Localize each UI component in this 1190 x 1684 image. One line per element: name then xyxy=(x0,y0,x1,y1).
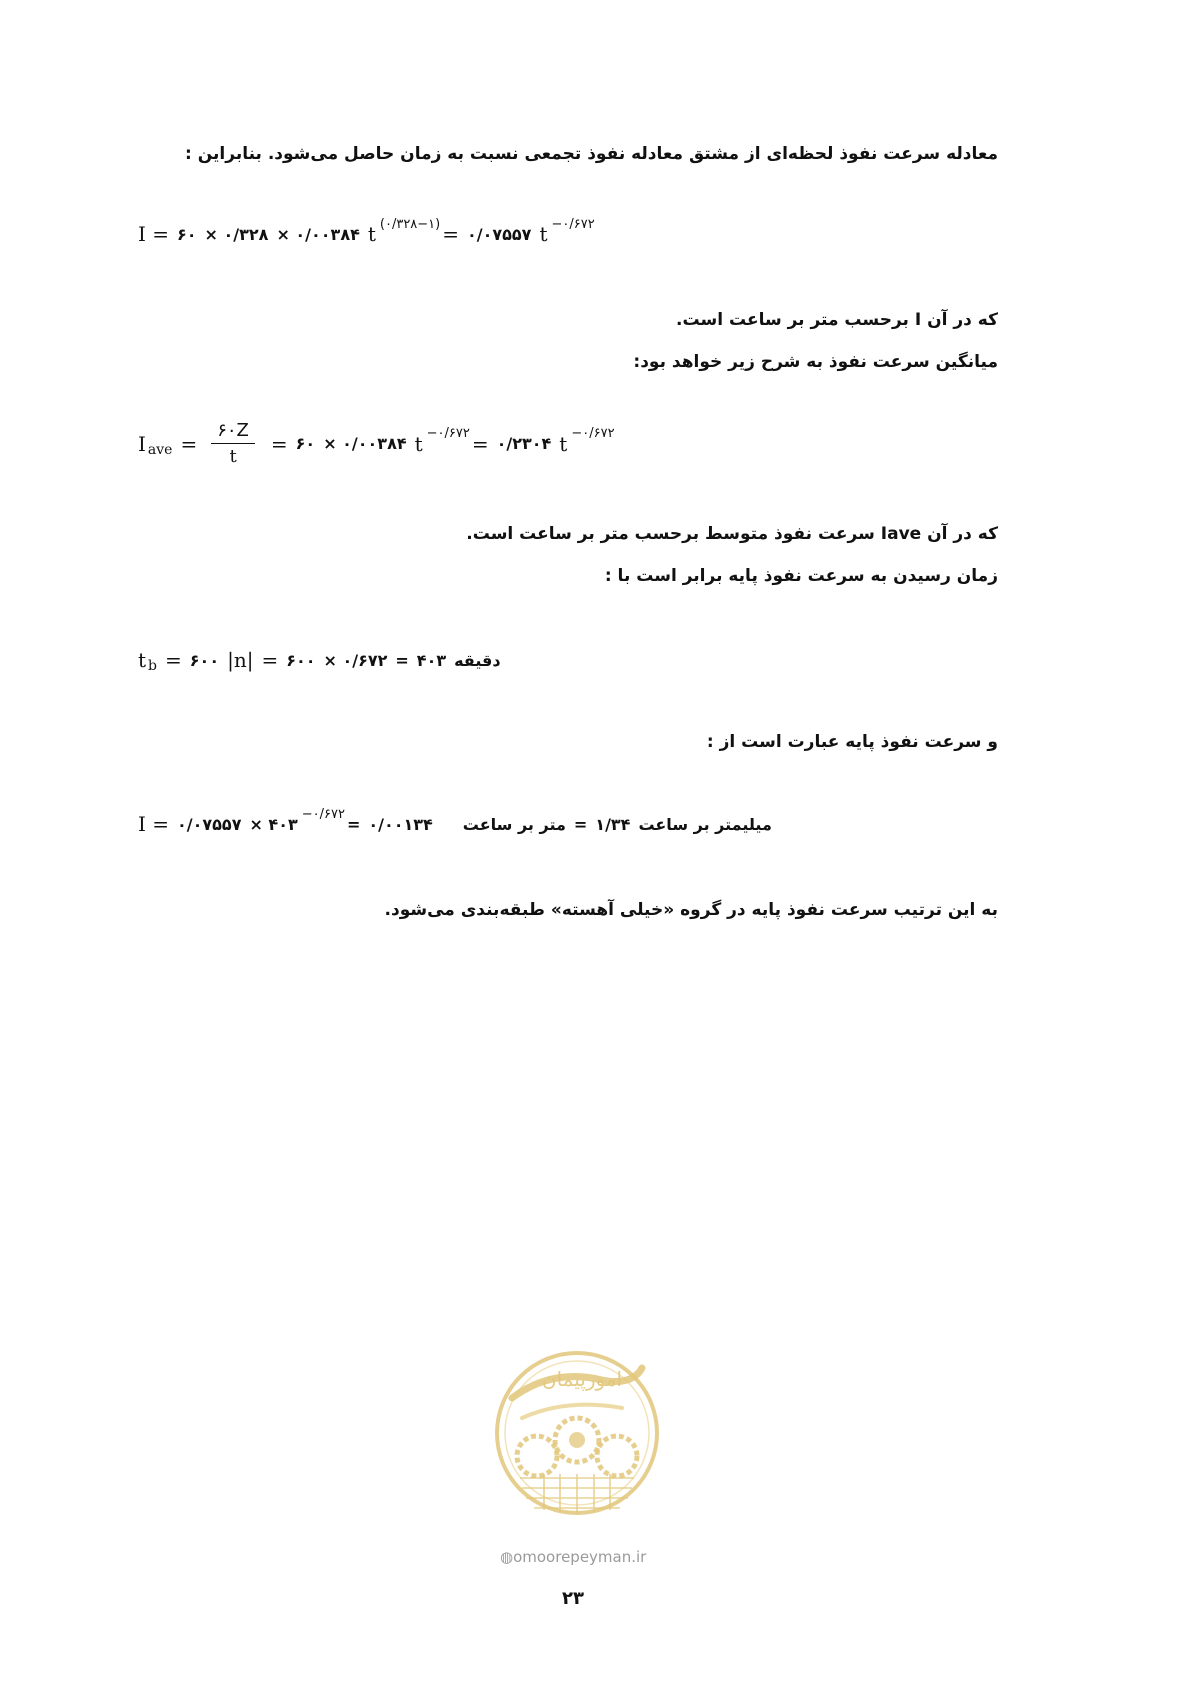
eq4-equals2: = xyxy=(573,814,588,834)
eq3-term1: ۶۰۰ xyxy=(189,650,220,670)
website-text: omoorepeyman.ir xyxy=(513,1548,647,1566)
eq2-denominator: t xyxy=(229,446,237,467)
eq4-term3: ۰/۰۰۱۳۴ xyxy=(368,814,433,834)
eq1-term6: t xyxy=(539,222,548,246)
eq3-lhs-subscript: b xyxy=(148,658,158,674)
eq3-equals1: = xyxy=(165,648,182,672)
globe-icon: ◍ xyxy=(500,1548,514,1566)
paragraph-base-rate-intro: و سرعت نفوذ پایه عبارت است از : xyxy=(706,732,998,752)
eq2-equals3: = xyxy=(471,431,489,456)
eq1-term5: ۰/۰۷۵۵۷ xyxy=(467,224,532,244)
paragraph-classification: به این ترتیب سرعت نفوذ پایه در گروه «خیلی آهسته» طبقه‌بندی می‌شود. xyxy=(384,900,998,920)
eq4-unit1: متر بر ساعت xyxy=(462,814,566,834)
paragraph-unit-note: که در آن I برحسب متر بر ساعت است. xyxy=(676,310,998,330)
eq2-term1: ۶۰ xyxy=(295,434,316,453)
omoorepeyman-logo xyxy=(492,1328,662,1538)
eq4-unit2: میلیمتر بر ساعت xyxy=(638,814,772,834)
paragraph-average-unit-note: که در آن Iave سرعت نفوذ متوسط برحسب متر بر ساعت است. xyxy=(466,524,998,544)
eq4-term4: ۱/۳۴ xyxy=(595,814,631,834)
eq1-term3: × ۰/۰۰۳۸۴ xyxy=(276,224,360,244)
eq2-lhs: I xyxy=(138,431,146,456)
eq1-lhs: I = xyxy=(138,222,170,246)
eq4-equals1: = xyxy=(346,814,361,834)
logo-lettering: امورپیمان xyxy=(541,1367,623,1391)
eq3-equals2: = xyxy=(261,648,279,672)
eq3-equals3: = xyxy=(395,650,409,670)
page-number: ۲۳ xyxy=(562,1588,584,1609)
eq2-exponent1: −۰/۶۷۲ xyxy=(426,426,470,441)
eq3-term2: ۶۰۰ xyxy=(286,650,316,670)
paragraph-average-rate-intro: میانگین سرعت نفوذ به شرح زیر خواهد بود: xyxy=(633,352,998,372)
paragraph-time-to-base-intro: زمان رسیدن به سرعت نفوذ پایه برابر است با : xyxy=(604,566,998,586)
eq1-equals: = xyxy=(442,222,459,246)
eq1-term1: ۶۰ xyxy=(177,224,197,244)
eq2-equals1: = xyxy=(180,431,198,456)
eq2-fraction xyxy=(211,420,263,467)
eq2-lhs-subscript: ave xyxy=(147,441,173,458)
eq4-term1: ۰/۰۷۵۵۷ xyxy=(177,814,242,834)
eq2-exponent2: −۰/۶۷۲ xyxy=(571,426,615,441)
equation-average-infiltration-rate xyxy=(138,420,617,467)
eq1-term4: t xyxy=(367,222,376,246)
equation-base-infiltration-rate xyxy=(138,806,780,836)
paragraph-instant-rate-intro: معادله سرعت نفوذ لحظه‌ای از مشتق معادله نفوذ تجمعی نسبت به زمان حاصل می‌شود. بنابراین : xyxy=(185,144,998,164)
eq3-term3: × ۰/۶۷۲ xyxy=(323,650,388,670)
eq3-abs-n: |n| xyxy=(227,648,254,672)
eq4-lhs: I = xyxy=(138,812,170,836)
eq3-unit: دقیقه xyxy=(454,650,501,670)
eq4-exponent: −۰/۶۷۲ xyxy=(301,806,345,822)
eq2-equals2: = xyxy=(270,431,288,456)
eq2-term3: t xyxy=(414,431,423,456)
eq2-term2: × ۰/۰۰۳۸۴ xyxy=(323,434,407,453)
eq1-exponent1: (۰/۳۲۸−۱) xyxy=(379,216,441,232)
eq2-numerator: ۶۰Z xyxy=(211,420,255,444)
eq3-result: ۴۰۳ xyxy=(416,650,447,670)
eq4-term2: × ۴۰۳ xyxy=(249,814,298,834)
website-watermark xyxy=(500,1548,646,1566)
eq2-term4: ۰/۲۳۰۴ xyxy=(496,434,552,453)
eq3-lhs: t xyxy=(138,648,147,672)
eq1-exponent2: −۰/۶۷۲ xyxy=(551,216,595,232)
eq1-term2: × ۰/۳۲۸ xyxy=(204,224,269,244)
eq2-term5: t xyxy=(559,431,568,456)
equation-time-to-base-rate xyxy=(138,648,509,672)
equation-instant-infiltration-rate xyxy=(138,216,597,246)
